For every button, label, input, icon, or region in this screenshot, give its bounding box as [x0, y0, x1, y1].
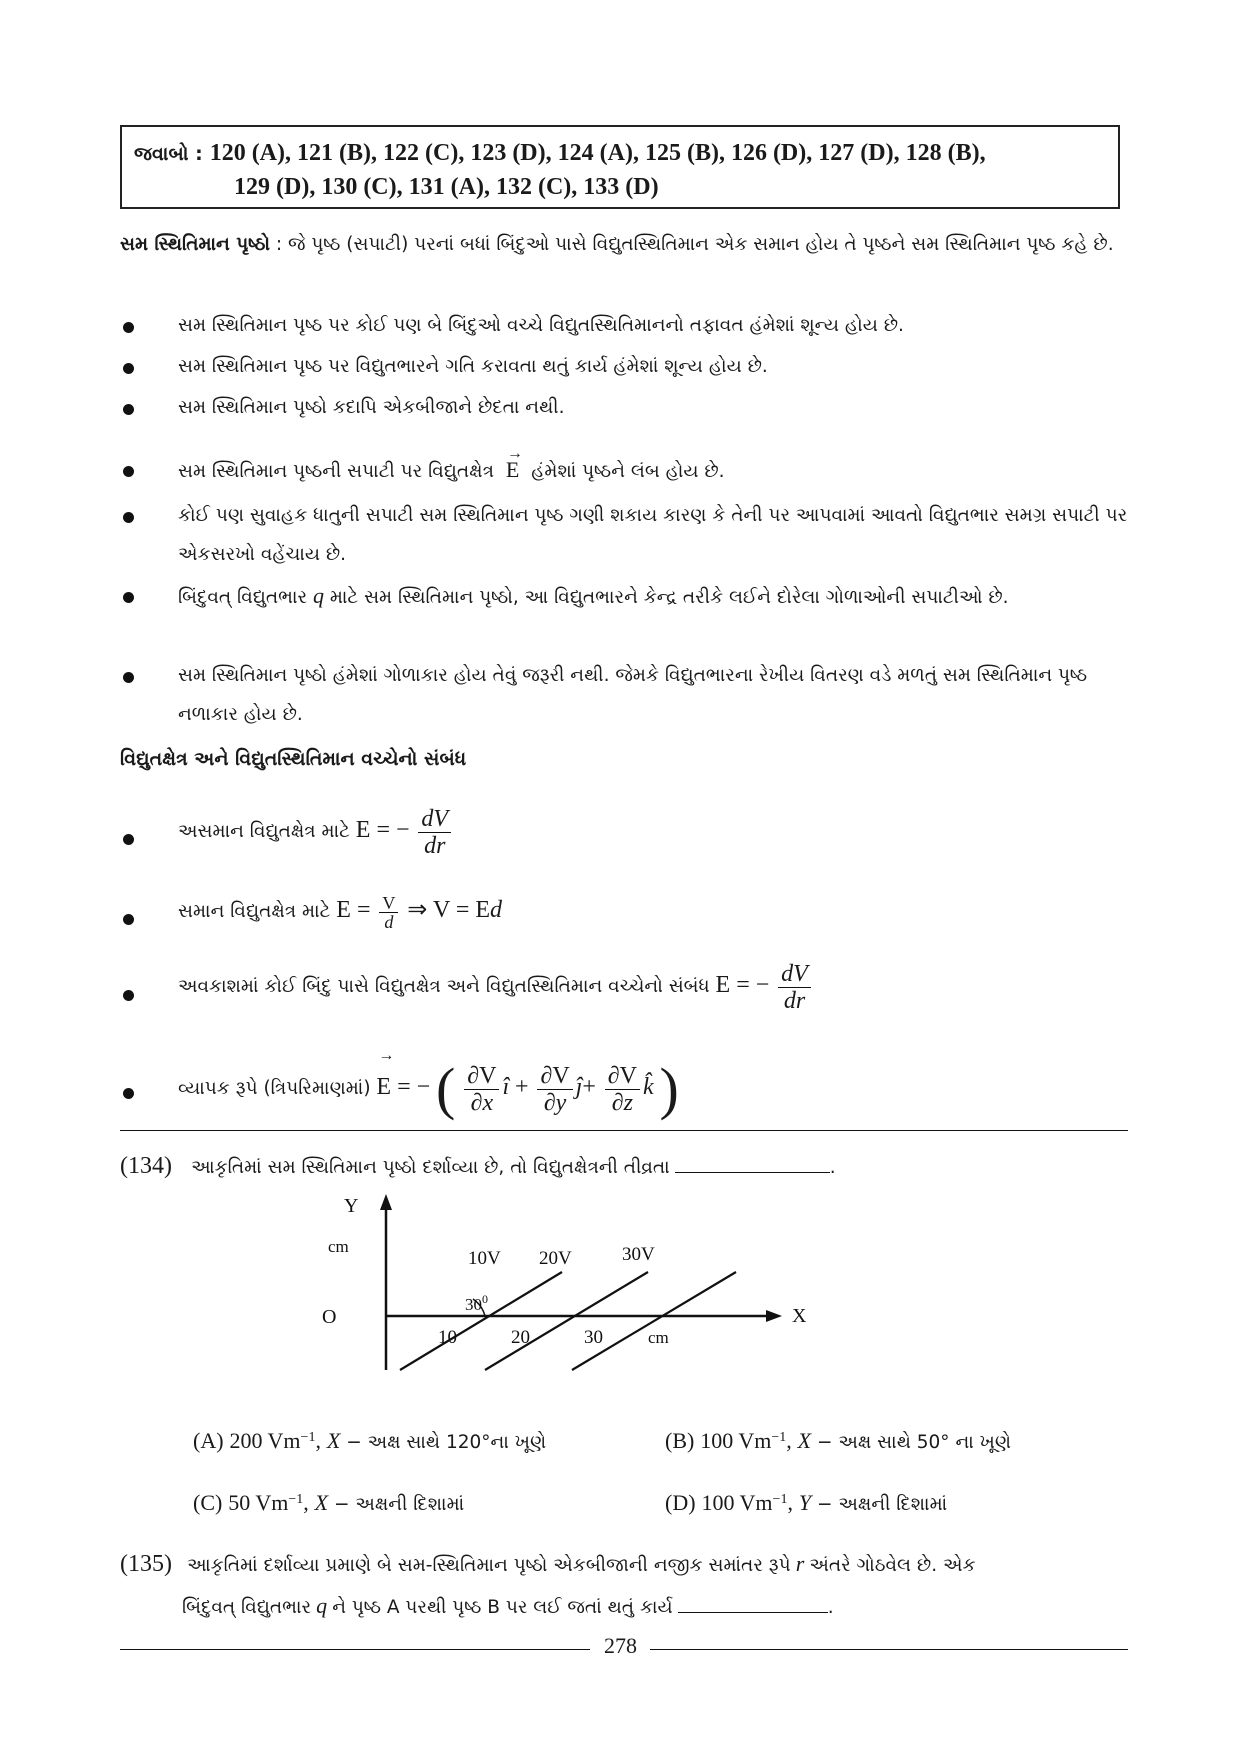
- question-135: [120, 1544, 1130, 1628]
- question-135-text-2: અંતરે ગોઠવેલ છે. એક: [809, 1555, 976, 1576]
- bullet-item-1: સમ સ્થિતિમાન પૃષ્ઠ પર કોઈ પણ બે બિંદુઓ વચ્ચે વિદ્યુતસ્થિતિમાનનો તફાવત હંમેશાં શૂન્ય હોય છે.: [178, 315, 904, 336]
- option-c-label: (C): [193, 1490, 223, 1515]
- relation-4: [178, 1047, 679, 1124]
- partial-z-fraction: [605, 1063, 640, 1116]
- option-d-axis: Y: [798, 1490, 812, 1515]
- fraction-numerator: dV: [418, 806, 451, 833]
- e-vector-symbol: [376, 1047, 431, 1122]
- option-a-value: 200 Vm: [229, 1428, 301, 1453]
- y-axis-label: Y: [344, 1195, 359, 1217]
- x-axis-label: X: [792, 1305, 807, 1327]
- relation-4-text: વ્યાપક રૂપે (ત્રિપરિમાણમાં): [178, 1078, 371, 1099]
- bullet-icon: [123, 990, 134, 1001]
- tick-label-10: 10: [438, 1327, 457, 1348]
- relation-2-fraction: [379, 894, 398, 931]
- relation-2-rhs: ⇒ V = E: [407, 897, 491, 923]
- bullet-icon: [123, 322, 134, 333]
- question-number: (135): [120, 1551, 172, 1577]
- plus-sign: +: [582, 1074, 596, 1100]
- fraction-numerator: ∂V: [537, 1063, 572, 1090]
- fraction-numerator: dV: [778, 961, 811, 988]
- y-unit-label: cm: [328, 1237, 349, 1256]
- relation-3-fraction: [778, 961, 811, 1014]
- relation-4-lhs: E = −: [376, 1074, 431, 1100]
- bullet-icon: [123, 834, 134, 845]
- fraction-numerator: ∂V: [605, 1063, 640, 1090]
- option-a-exponent: −1: [300, 1429, 316, 1445]
- option-d-text: − અક્ષની દિશામાં: [816, 1494, 948, 1515]
- option-b-text: − અક્ષ સાથે 50° ના ખૂણે: [816, 1432, 1011, 1453]
- relation-3-text: અવકાશમાં કોઈ બિંદુ પાસે વિદ્યુતક્ષેત્ર અને વિદ્યુતસ્થિતિમાન વચ્ચેનો સંબંધ: [178, 976, 710, 997]
- tick-label-20: 20: [511, 1327, 530, 1348]
- option-c-value: 50 Vm: [228, 1490, 289, 1515]
- line-label-30v: 30V: [622, 1244, 655, 1265]
- fraction-numerator: ∂V: [464, 1063, 499, 1090]
- bullet-item-3: સમ સ્થિતિમાન પૃષ્ઠો કદાપિ એકબીજાને છેદતા નથી.: [178, 397, 565, 418]
- vector-arrow-icon: →: [378, 1047, 395, 1064]
- question-number: (134): [120, 1153, 172, 1179]
- bullet-item-2: સમ સ્થિતિમાન પૃષ્ઠ પર વિદ્યુતભારને ગતિ કરાવતા થતું કાર્ય હંમેશાં શૂન્ય હોય છે.: [178, 356, 768, 377]
- origin-label: O: [322, 1306, 337, 1328]
- option-b-axis: X: [797, 1428, 812, 1453]
- equipotential-figure: [322, 1190, 830, 1390]
- option-d-label: (D): [665, 1490, 696, 1515]
- relation-1-text: અસમાન વિદ્યુતક્ષેત્ર માટે: [178, 821, 350, 842]
- question-135-text-4: ને પૃષ્ઠ A પરથી પૃષ્ઠ B પર લઈ જતાં થતું કાર્ય: [332, 1597, 673, 1618]
- option-d-value: 100 Vm: [701, 1490, 773, 1515]
- vector-arrow-icon: →: [506, 445, 523, 462]
- distance-r: r: [795, 1551, 805, 1576]
- y-axis-arrow-icon: [380, 1194, 392, 1210]
- question-135-text-1: આકૃતિમાં દર્શાવ્યા પ્રમાણે બે સમ-સ્થિતિમાન પૃષ્ઠો એકબીજાની નજીક સમાંતર રૂપે: [187, 1555, 791, 1576]
- answer-blank: [675, 1154, 830, 1173]
- section-heading: વિદ્યુતક્ષેત્ર અને વિદ્યુતસ્થિતિમાન વચ્ચેનો સંબંધ: [120, 748, 467, 770]
- charge-q: q: [312, 583, 324, 608]
- option-a-axis: X: [326, 1428, 341, 1453]
- bullet-item-5: કોઈ પણ સુવાહક ધાતુની સપાટી સમ સ્થિતિમાન પૃષ્ઠ ગણી શકાય કારણ કે તેની પર આપવામાં આવતો વિદ્યુતભાર સમગ્ર સપાટી પર એકસરખો વહેંચાય છે.: [178, 505, 1128, 565]
- relation-2-text: સમાન વિદ્યુતક્ષેત્ર માટે: [178, 901, 331, 922]
- unit-i: î: [502, 1074, 510, 1100]
- left-paren: (: [436, 1056, 456, 1121]
- definition-text: : જે પૃષ્ઠ (સપાટી) પરનાં બધાં બિંદુઓ પાસે વિદ્યુતસ્થિતિમાન એક સમાન હોય તે પૃષ્ઠને સમ સ્થિતિમાન પૃષ્ઠ કહે છે.: [275, 234, 1114, 255]
- section-divider: [120, 1130, 1128, 1131]
- unit-k: k̂: [642, 1074, 654, 1100]
- angle-value: 30: [465, 1295, 482, 1314]
- fraction-denominator: ∂y: [543, 1089, 567, 1116]
- definition-term: સમ સ્થિતિમાન પૃષ્ઠો: [120, 234, 270, 255]
- bullet-icon: [123, 512, 134, 523]
- e-vector-symbol: [505, 445, 523, 489]
- fraction-denominator: ∂z: [611, 1089, 633, 1116]
- bullet-icon: [123, 1088, 134, 1099]
- right-paren: ): [659, 1056, 679, 1121]
- plus-sign: +: [515, 1074, 529, 1100]
- equipotential-line-30v: [572, 1272, 736, 1370]
- option-c-text: − અક્ષની દિશામાં: [333, 1494, 465, 1515]
- page-number: 278: [604, 1633, 637, 1658]
- equipotential-line-10v: [400, 1272, 562, 1370]
- bullet-6-post: માટે સમ સ્થિતિમાન પૃષ્ઠો, આ વિદ્યુતભારને કેન્દ્ર તરીકે લઈને દોરેલા ગોળાઓની સપાટીઓ છે.: [329, 587, 1009, 608]
- option-a-text: − અક્ષ સાથે 120°ના ખૂણે: [346, 1432, 547, 1453]
- answer-blank: [678, 1594, 828, 1613]
- partial-x-fraction: [464, 1063, 499, 1116]
- bullet-item-6: [178, 576, 1130, 617]
- option-c-axis: X: [314, 1490, 329, 1515]
- charge-q: q: [316, 1593, 328, 1618]
- bullet-icon: [123, 914, 134, 925]
- fraction-denominator: ∂x: [470, 1089, 494, 1116]
- x-unit-label: cm: [648, 1328, 669, 1347]
- relation-3: [178, 955, 814, 1017]
- answer-box: [120, 125, 1120, 209]
- fraction-denominator: dr: [783, 987, 806, 1014]
- option-a[interactable]: (A) 200 $Vm^{-1}$, X − અક્ષ સાથે 120°ના ખૂણે: [193, 1428, 547, 1453]
- relation-1-lhs: E = −: [355, 817, 410, 843]
- answer-values-2: 129 (D), 130 (C), 131 (A), 132 (C), 133 (D): [234, 174, 659, 200]
- definition-paragraph: [120, 225, 1130, 264]
- angle-superscript: 0: [482, 1292, 488, 1306]
- question-134: (134) આકૃતિમાં સમ સ્થિતિમાન પૃષ્ઠો દર્શાવ્યા છે, તો વિદ્યુતક્ષેત્રની તીવ્રતા .: [120, 1153, 836, 1179]
- bullet-6-pre: બિંદુવત્ વિદ્યુતભાર: [178, 587, 308, 608]
- question-135-text-3: બિંદુવત્ વિદ્યુતભાર: [182, 1597, 312, 1618]
- option-a-label: (A): [193, 1428, 224, 1453]
- line-label-20v: 20V: [539, 1248, 572, 1269]
- bullet-icon: [123, 466, 134, 477]
- relation-1: [178, 800, 454, 862]
- bullet-4-post: હંમેશાં પૃષ્ઠને લંબ હોય છે.: [531, 461, 725, 482]
- relation-2-d: d: [490, 897, 503, 923]
- option-d-exponent: −1: [772, 1491, 788, 1507]
- bullet-4-pre: સમ સ્થિતિમાન પૃષ્ઠની સપાટી પર વિદ્યુતક્ષેત્ર: [178, 461, 494, 482]
- answer-line-1: [134, 137, 1106, 171]
- bullet-icon: [123, 592, 134, 603]
- unit-j: ĵ: [575, 1074, 583, 1100]
- relation-3-lhs: E = −: [715, 972, 770, 998]
- option-b[interactable]: (B) 100 $Vm^{-1}$, X − અક્ષ સાથે 50° ના ખૂણે: [665, 1428, 1011, 1453]
- x-axis-arrow-icon: [766, 1310, 782, 1322]
- answer-label: જવાબો :: [134, 143, 203, 165]
- bullet-icon: [123, 672, 134, 683]
- bullet-item-4: [178, 445, 1130, 491]
- answer-values-1: 120 (A), 121 (B), 122 (C), 123 (D), 124 (A), 125 (B), 126 (D), 127 (D), 128 (B),: [209, 140, 986, 166]
- tick-label-30: 30: [584, 1327, 603, 1348]
- bullet-item-7: સમ સ્થિતિમાન પૃષ્ઠો હંમેશાં ગોળાકાર હોય તેવું જરૂરી નથી. જેમકે વિદ્યુતભારના રેખીય વિતરણ વડે મળતું સમ સ્થિતિમાન પૃષ્ઠ નળાકાર હોય છે.: [178, 665, 1088, 725]
- angle-label: [465, 1292, 488, 1314]
- relation-2-lhs: E =: [336, 897, 371, 923]
- option-b-exponent: −1: [771, 1429, 787, 1445]
- partial-y-fraction: [537, 1063, 572, 1116]
- fraction-denominator: dr: [424, 832, 446, 859]
- option-c[interactable]: (C) 50 $Vm^{-1}$, X − અક્ષની દિશામાં: [193, 1490, 465, 1515]
- answer-line-2: [134, 171, 1106, 204]
- option-c-exponent: −1: [288, 1491, 304, 1507]
- bullet-icon: [123, 363, 134, 374]
- question-135-line-1: [120, 1544, 1130, 1586]
- fraction-denominator: d: [384, 911, 394, 932]
- relation-2: [178, 880, 502, 942]
- option-b-value: 100 Vm: [700, 1428, 772, 1453]
- question-135-line-2: બિંદુવત્ વિદ્યુતભાર q ને પૃષ્ઠ A પરથી પૃષ્ઠ B પર લઈ જતાં થતું કાર્ય .: [182, 1593, 834, 1618]
- bullet-icon: [123, 404, 134, 415]
- relation-1-fraction: [418, 806, 451, 859]
- line-label-10v: 10V: [468, 1248, 501, 1269]
- question-text: આકૃતિમાં સમ સ્થિતિમાન પૃષ્ઠો દર્શાવ્યા છે, તો વિદ્યુતક્ષેત્રની તીવ્રતા: [191, 1157, 670, 1178]
- e-symbol: E: [505, 457, 520, 482]
- option-d[interactable]: (D) 100 $Vm^{-1}$, Y − અક્ષની દિશામાં: [665, 1490, 948, 1515]
- option-b-label: (B): [665, 1428, 695, 1453]
- equipotential-line-20v: [485, 1272, 648, 1370]
- fraction-numerator: V: [379, 894, 398, 913]
